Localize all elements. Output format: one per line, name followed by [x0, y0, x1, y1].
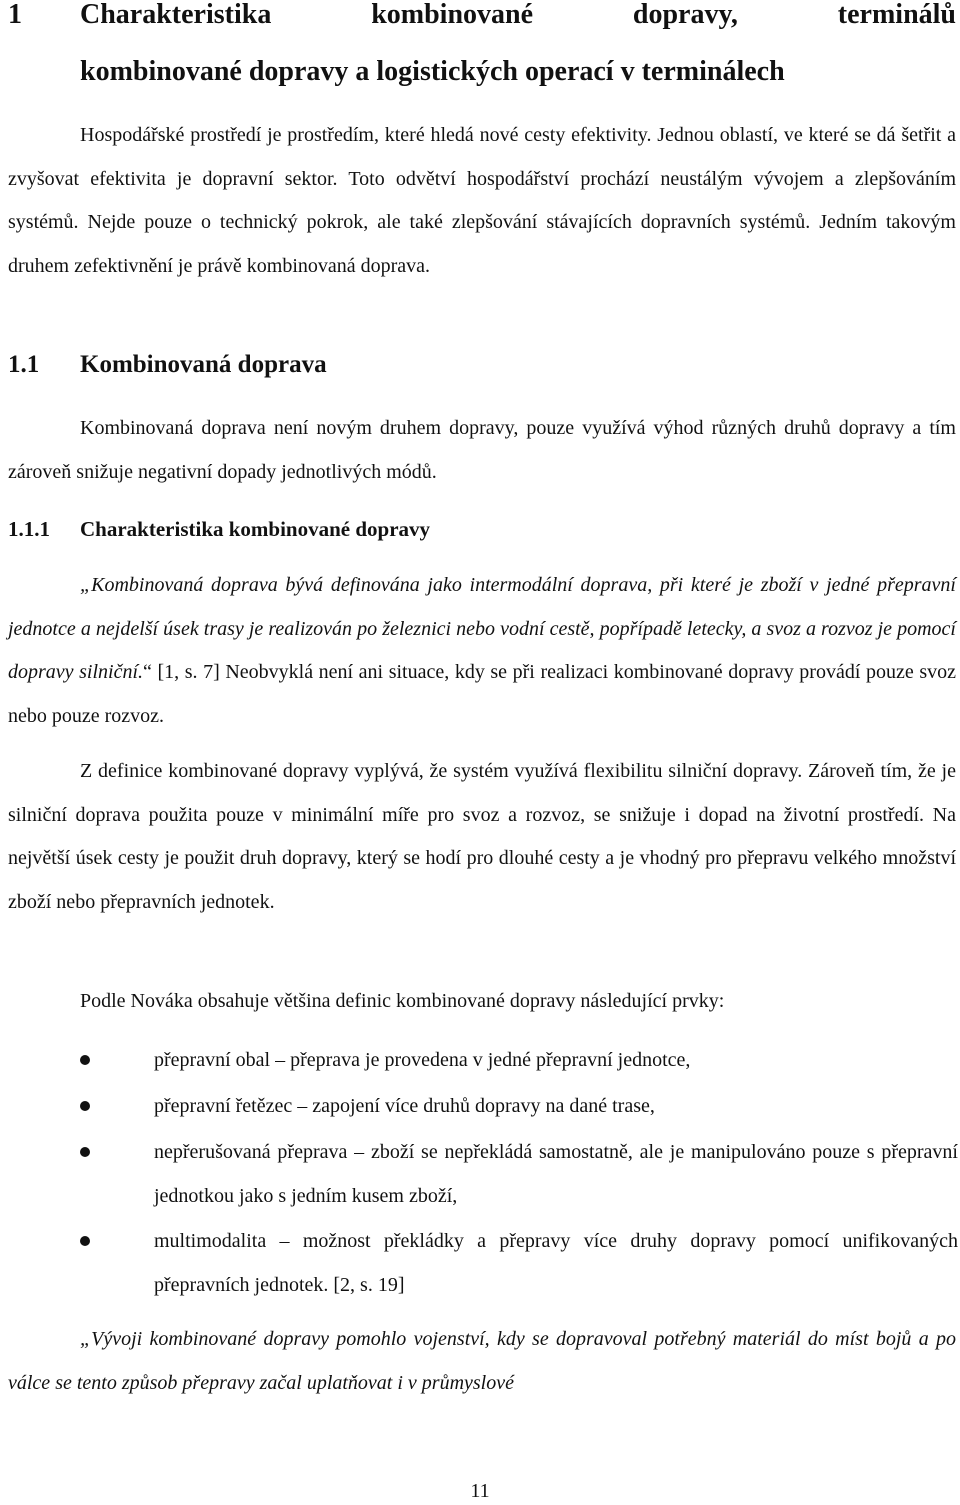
bullet-icon: [80, 1101, 90, 1111]
bullet-icon: [80, 1055, 90, 1065]
definition-citation-tail: “ [1, s. 7] Neobvyklá není ani situace, kdy se při realizaci kombinované dopravy provádí pouze svoz nebo pouze rozvoz.: [8, 661, 956, 727]
chapter-title-line2: kombinované dopravy a logistických operací v terminálech: [80, 56, 785, 87]
list-item-text: přepravní obal – přeprava je provedena v jedné přepravní jednotce,: [154, 1049, 691, 1071]
section-1-1-1-title: Charakteristika kombinované dopravy: [80, 517, 431, 541]
section-1-1-1-number: 1.1.1: [8, 517, 50, 541]
page-number: 11: [470, 1480, 490, 1502]
list-item-text: nepřerušovaná přeprava – zboží se nepřekládá samostatně, ale je manipulováno pouze s přepravní jednotkou jako s jedním kusem zboží,: [154, 1141, 958, 1207]
closing-quote-paragraph: „Vývoji kombinované dopravy pomohlo vojenství, kdy se dopravoval potřebný materiál do míst bojů a po válce se tento způsob přepravy začal uplatňovat i v průmyslové: [8, 1328, 956, 1394]
section-1-1-paragraph: Kombinovaná doprava není novým druhem dopravy, pouze využívá výhod různých druhů dopravy a tím zároveň snižuje negativní dopady jednotlivých módů.: [8, 417, 956, 483]
chapter-heading: [0, 0, 960, 110]
definition-paragraph: [8, 564, 956, 738]
chapter-title-line1: Charakteristika kombinované dopravy, terminálů: [80, 0, 956, 30]
intro-paragraph: Hospodářské prostředí je prostředím, které hledá nové cesty efektivity. Jednou oblastí, ve které se dá šetřit a zvyšovat efektivita je dopravní sektor. Toto odvětví hospodářství prochází neustálým vývojem a zlepšováním systémů. Nejde pouze o technický pokrok, ale také zlepšování stávajících dopravních systémů. Jedním takovým druhem zefektivnění je právě kombinovaná doprava.: [8, 124, 956, 277]
definition-analysis-paragraph: Z definice kombinované dopravy vyplývá, že systém využívá flexibilitu silniční dopravy. Zároveň tím, že je silniční doprava použita pouze v minimální míře pro svoz a rozvoz, se snižuje i dopad na životní prostředí. Na největší úsek cesty je použit druh dopravy, který se hodí pro dlouhé cesty a je vhodný pro přepravu velkého množství zboží nebo přepravních jednotek.: [8, 760, 956, 913]
novak-intro-paragraph: Podle Nováka obsahuje většina definic kombinované dopravy následující prvky:: [80, 990, 725, 1012]
list-item-text: přepravní řetězec – zapojení více druhů dopravy na dané trase,: [154, 1095, 655, 1117]
bullet-icon: [80, 1147, 90, 1157]
section-1-1-number: 1.1: [8, 351, 40, 378]
list-item-text: multimodalita – možnost překládky a přepravy více druhy dopravy pomocí unifikovaných přepravních jednotek. [2, s. 19]: [154, 1230, 958, 1296]
definition-quote: „Kombinovaná doprava bývá definována jako intermodální doprava, při které je zboží v jedné přepravní jednotce a nejdelší úsek trasy je realizován po železnici nebo vodní cestě, popřípadě letecky, a svoz a rozvoz je pomocí dopravy silniční.: [8, 574, 956, 684]
bullet-icon: [80, 1236, 90, 1246]
chapter-number: 1: [8, 0, 22, 30]
section-1-1-title: Kombinovaná doprava: [80, 351, 327, 378]
